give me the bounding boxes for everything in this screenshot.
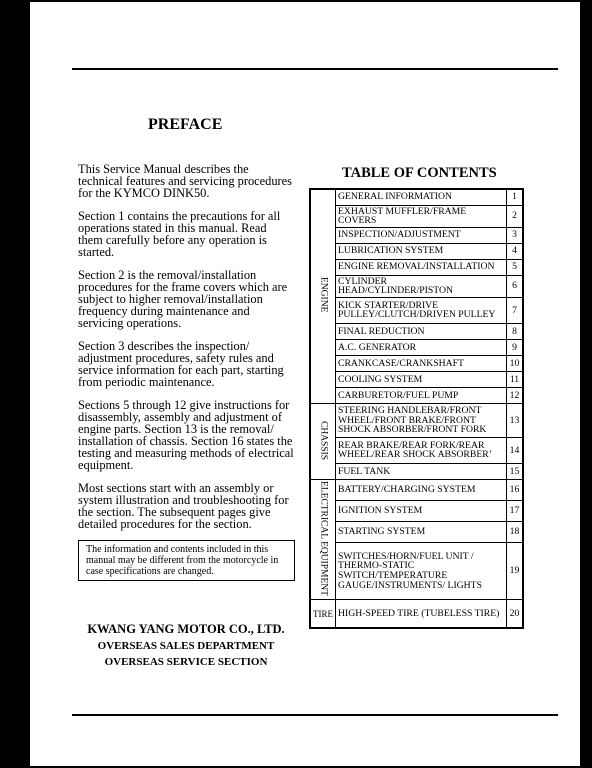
toc-row[interactable] [310,403,523,437]
bottom-rule [72,714,558,716]
toc-row[interactable] [310,521,523,542]
toc-row-title[interactable]: ENGINE REMOVAL/INSTALLATION [336,259,507,275]
toc-row[interactable] [310,355,523,371]
top-rule [72,68,558,70]
toc-row-num: 5 [507,259,524,275]
manual-page [30,2,580,766]
toc-row[interactable] [310,600,523,628]
toc-row-title[interactable]: BATTERY/CHARGING SYSTEM [336,479,507,500]
toc-row-num: 20 [507,600,524,628]
toc-row-title[interactable]: GENERAL INFORMATION [336,189,507,205]
toc-row[interactable] [310,323,523,339]
toc-row-title[interactable]: INSPECTION/ADJUSTMENT [336,227,507,243]
toc-row-title[interactable]: IGNITION SYSTEM [336,500,507,521]
toc-row[interactable] [310,371,523,387]
toc-row-title[interactable]: CARBURETOR/FUEL PUMP [336,387,507,403]
toc-row-num: 12 [507,387,524,403]
company-name: KWANG YANG MOTOR CO., LTD. [87,622,285,636]
toc-row[interactable] [310,275,523,297]
preface-paragraph: This Service Manual describes the technical features and servicing procedures for the KYMCO DINK50. [78,162,292,200]
toc-row-title[interactable]: EXHAUST MUFFLER/FRAME COVERS [336,205,507,227]
company-section: OVERSEAS SERVICE SECTION [104,656,268,668]
toc-row[interactable] [310,297,523,323]
toc-row-title[interactable]: FINAL REDUCTION [336,323,507,339]
toc-row-num: 1 [507,189,524,205]
toc-row-title[interactable]: SWITCHES/HORN/FUEL UNIT / THERMO-STATIC SWITCH/TEMPERATURE GAUGE/INSTRUMENTS/ LIGHTS [336,542,507,600]
toc-row-num: 13 [507,403,524,437]
notice-box: The information and contents included in this manual may be different from the motorcycle in case specifications are changed. [78,540,295,581]
preface-text [78,163,294,541]
toc-row-num: 4 [507,243,524,259]
toc-row-num: 8 [507,323,524,339]
preface-title: PREFACE [148,116,223,133]
toc-row[interactable] [310,339,523,355]
toc-group-electrical: ELECTRICAL EQUIPMENT [310,479,336,600]
preface-paragraph: Section 1 contains the precautions for all operations stated in this manual. Read them carefully before any operation is started. [78,209,281,259]
toc-row[interactable] [310,500,523,521]
toc-row-num: 7 [507,297,524,323]
toc-row-num: 19 [507,542,524,600]
toc-row[interactable] [310,387,523,403]
preface-paragraph: Section 3 describes the inspection/ adjustment procedures, safety rules and service information for each part, starting from periodic maintenance. [78,339,284,389]
toc-row[interactable] [310,463,523,479]
toc-row-title[interactable]: STEERING HANDLEBAR/FRONT WHEEL/FRONT BRAKE/FRONT SHOCK ABSORBER/FRONT FORK [336,403,507,437]
toc-row[interactable] [310,542,523,600]
toc-row-num: 15 [507,463,524,479]
toc-row-num: 9 [507,339,524,355]
toc-row-title[interactable]: LUBRICATION SYSTEM [336,243,507,259]
toc-row[interactable] [310,479,523,500]
toc-row-title[interactable]: CYLINDER HEAD/CYLINDER/PISTON [336,275,507,297]
toc-row[interactable] [310,189,523,205]
toc-row[interactable] [310,259,523,275]
toc-row-num: 3 [507,227,524,243]
toc-row-num: 18 [507,521,524,542]
company-department: OVERSEAS SALES DEPARTMENT [97,640,275,652]
toc-table [309,188,524,629]
preface-paragraph: Most sections start with an assembly or system illustration and troubleshooting for the section. The subsequent pages give detailed procedures for the section. [78,481,289,531]
toc-group-chassis: CHASSIS [310,403,336,479]
preface-paragraph: Section 2 is the removal/installation procedures for the frame covers which are subject to higher removal/installation frequency during maintenance and servicing operations. [78,268,288,330]
toc-row[interactable] [310,437,523,463]
preface-paragraph: Sections 5 through 12 give instructions for disassembly, assembly and adjustment of engine parts. Section 13 is the removal/ installation of chassis. Section 16 states the testing and measuring methods of electrical equipment. [78,398,294,472]
toc-title: TABLE OF CONTENTS [342,165,497,181]
toc-row-title[interactable]: HIGH-SPEED TIRE (TUBELESS TIRE) [336,600,507,628]
toc-row-title[interactable]: COOLING SYSTEM [336,371,507,387]
toc-row-title[interactable]: KICK STARTER/DRIVE PULLEY/CLUTCH/DRIVEN PULLEY [336,297,507,323]
toc-row-num: 14 [507,437,524,463]
toc-group-tire: TIRE [310,600,336,628]
toc-row-title[interactable]: A.C. GENERATOR [336,339,507,355]
toc-row-title[interactable]: REAR BRAKE/REAR FORK/REAR WHEEL/REAR SHOCK ABSORBER’ [336,437,507,463]
toc-row-num: 16 [507,479,524,500]
toc-group-engine: ENGINE [310,189,336,403]
toc-row-title[interactable]: STARTING SYSTEM [336,521,507,542]
toc-row-title[interactable]: FUEL TANK [336,463,507,479]
toc-row-num: 17 [507,500,524,521]
toc-row-num: 6 [507,275,524,297]
toc-row[interactable] [310,205,523,227]
toc-row-num: 11 [507,371,524,387]
toc-row-num: 2 [507,205,524,227]
toc-row-title[interactable]: CRANKCASE/CRANKSHAFT [336,355,507,371]
toc-row[interactable] [310,227,523,243]
toc-row-num: 10 [507,355,524,371]
toc-row[interactable] [310,243,523,259]
